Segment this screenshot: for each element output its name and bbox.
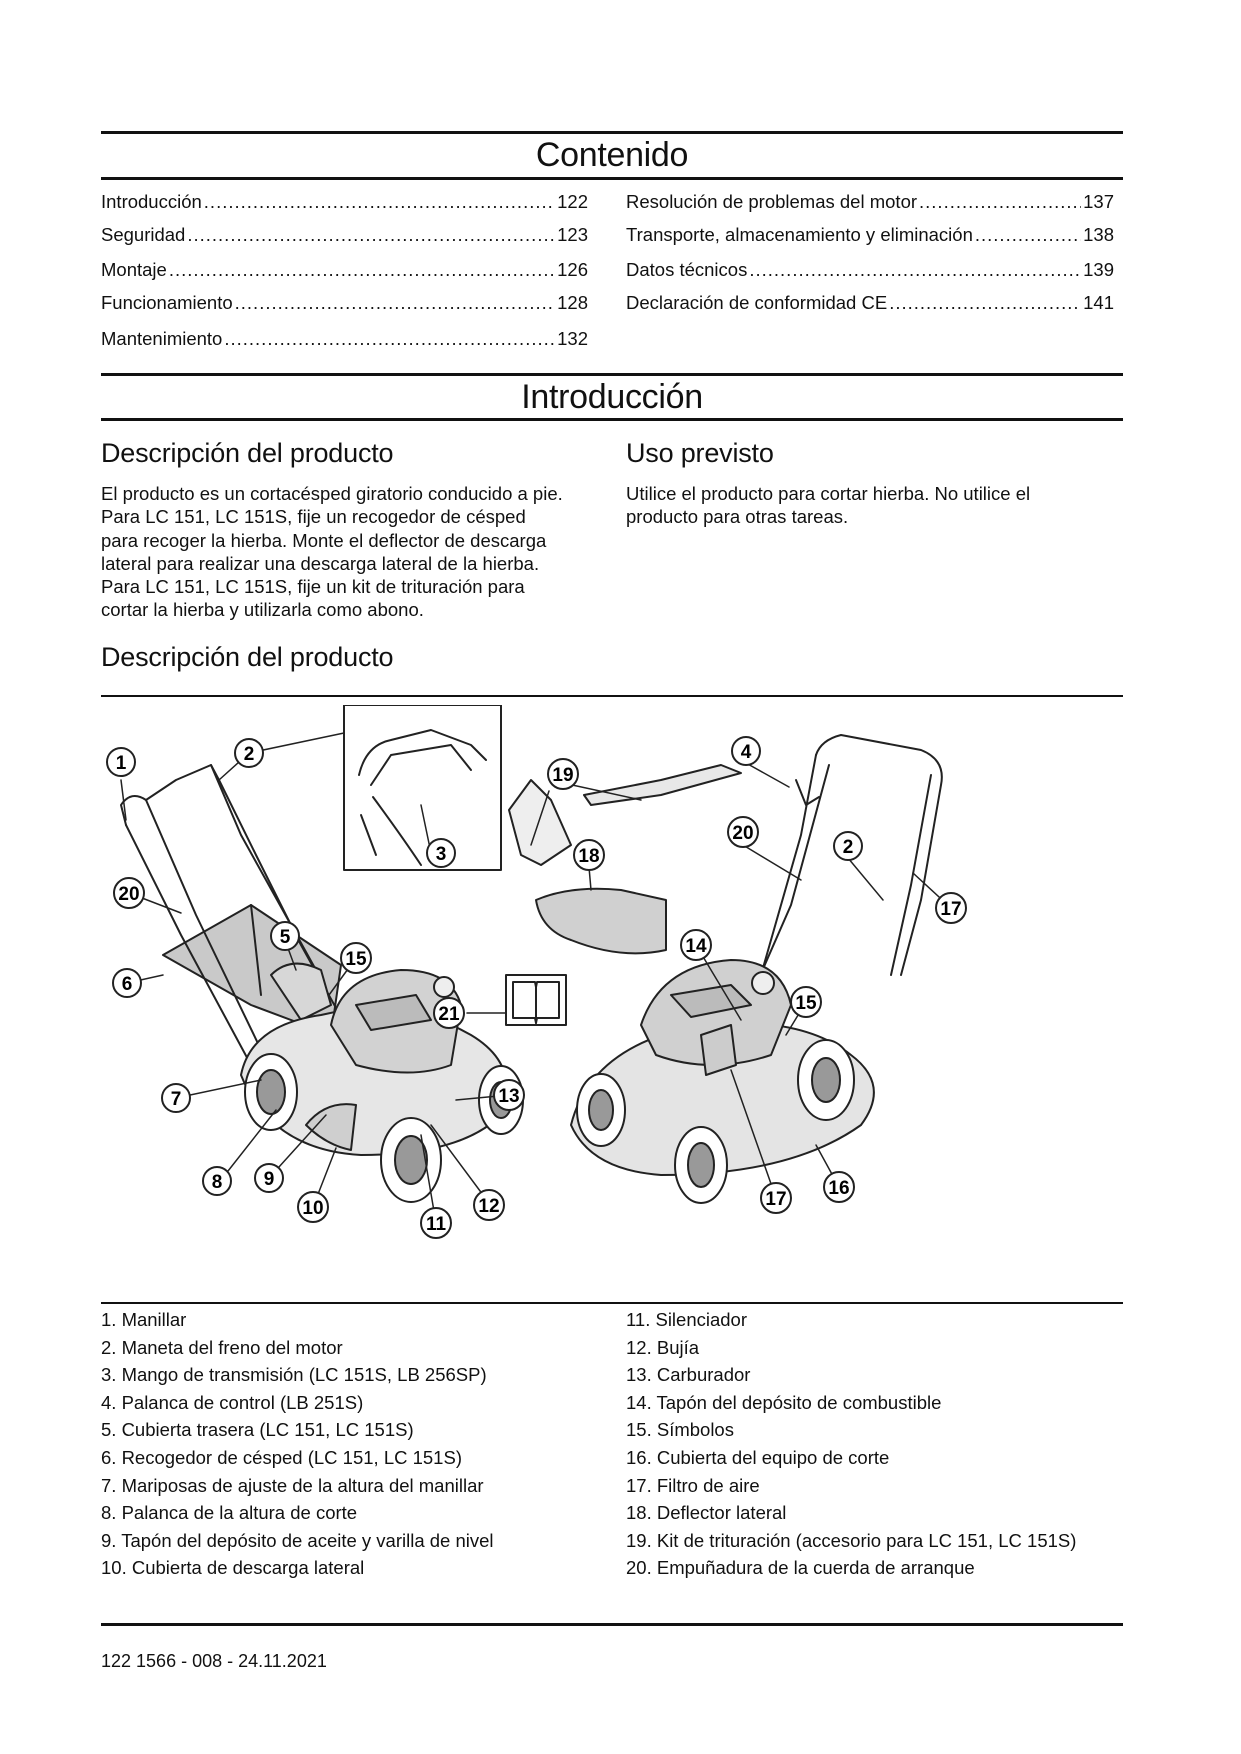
legend-item: 12. Bujía (626, 1336, 700, 1358)
legend-item: 17. Filtro de aire (626, 1474, 760, 1496)
toc-entry-mantenimiento[interactable] (101, 328, 588, 350)
callout-label: 17 (940, 899, 962, 920)
callout-19 (548, 759, 578, 789)
callout-3 (427, 839, 455, 867)
left-mower-illustration (121, 705, 523, 1202)
text-line: Utilice el producto para cortar hierba. No utilice el (626, 483, 1031, 504)
callout-label: 13 (498, 1086, 520, 1107)
toc-entry-montaje[interactable] (101, 259, 588, 281)
contents-bottom-rule (101, 177, 1123, 180)
callout-14 (681, 930, 711, 960)
callout-18 (574, 840, 604, 870)
toc-entry-datos-tecnicos[interactable] (626, 259, 1114, 281)
text-line: cortar la hierba y utilizarla como abono. (101, 599, 424, 621)
callout-20-left (114, 878, 144, 908)
toc-label: Funcionamiento (101, 292, 233, 313)
callout-6 (113, 969, 141, 997)
callout-15-left (341, 943, 371, 973)
callout-label: 17 (765, 1189, 787, 1210)
callout-9 (255, 1164, 283, 1192)
callout-label: 3 (435, 844, 447, 865)
legend-item: 4. Palanca de control (LB 251S) (101, 1391, 364, 1413)
legend-item: 20. Empuñadura de la cuerda de arranque (626, 1557, 975, 1579)
callout-20-right (728, 817, 758, 847)
callout-label: 1 (115, 753, 127, 774)
intended-use-heading: Uso previsto (626, 438, 774, 468)
legend-item: 2. Maneta del freno del motor (101, 1336, 343, 1358)
toc-label: Introducción (101, 191, 202, 212)
callout-label: 6 (121, 974, 133, 995)
callout-label: 15 (345, 949, 367, 970)
callout-17-right (936, 893, 966, 923)
callout-label: 19 (552, 765, 574, 786)
toc-page: 123 (557, 224, 588, 245)
intended-use-text (626, 482, 1126, 529)
callout-label: 14 (685, 936, 707, 957)
legend-item: 7. Mariposas de ajuste de la altura del manillar (101, 1474, 484, 1496)
callout-2-left (235, 739, 263, 767)
toc-label: Datos técnicos (626, 259, 748, 280)
legend-item: 6. Recogedor de césped (LC 151, LC 151S) (101, 1446, 462, 1468)
callout-2-right (834, 832, 862, 860)
callout-label: 7 (170, 1089, 182, 1110)
callout-7 (162, 1084, 190, 1112)
footer-rule (101, 1623, 1123, 1626)
legend-item: 13. Carburador (626, 1364, 751, 1386)
callout-label: 9 (263, 1169, 275, 1190)
right-mower-illustration (571, 735, 942, 1203)
legend-item: 11. Silenciador (626, 1309, 748, 1330)
toc-entry-funcionamiento[interactable] (101, 292, 588, 314)
text-line: producto para otras tareas. (626, 506, 849, 528)
toc-page: 122 (557, 191, 588, 212)
toc-page: 137 (1083, 191, 1114, 212)
callout-5 (271, 922, 299, 950)
callout-label: 2 (842, 837, 854, 858)
toc-page: 128 (557, 292, 588, 313)
legend-item: 15. Símbolos (626, 1419, 734, 1441)
legend-right (626, 1306, 1076, 1582)
legend-item: 14. Tapón del depósito de combustible (626, 1391, 942, 1413)
legend-top-rule (101, 1302, 1123, 1304)
toc-label: Declaración de conformidad CE (626, 292, 888, 313)
contents-title: Contenido (535, 136, 689, 174)
text-line: Para LC 151, LC 151S, fije un kit de trituración para (101, 576, 525, 598)
page-footer: 122 1566 - 008 - 24.11.2021 (101, 1651, 327, 1671)
toc-page: 138 (1083, 224, 1114, 245)
legend-item: 3. Mango de transmisión (LC 151S, LB 256SP) (101, 1364, 487, 1386)
contents-top-rule (101, 131, 1123, 134)
toc-entry-declaracion[interactable] (626, 292, 1114, 314)
callout-11 (421, 1208, 451, 1238)
callout-8 (203, 1167, 231, 1195)
legend-item: 18. Deflector lateral (626, 1502, 787, 1524)
callout-13 (494, 1080, 524, 1110)
callout-label: 8 (211, 1172, 223, 1193)
text-line: Para LC 151, LC 151S, fije un recogedor de césped (101, 506, 526, 528)
toc-entry-introduccion[interactable] (101, 191, 588, 213)
toc-label: Resolución de problemas del motor (626, 191, 918, 212)
figure-heading: Descripción del producto (101, 642, 394, 672)
toc-label: Mantenimiento (101, 328, 223, 349)
toc-label: Montaje (101, 259, 167, 280)
legend-item: 1. Manillar (101, 1309, 187, 1330)
legend-item: 16. Cubierta del equipo de corte (626, 1446, 890, 1468)
intro-bottom-rule (101, 418, 1123, 421)
callout-label: 15 (795, 993, 817, 1014)
callout-label: 2 (243, 744, 255, 765)
callout-10 (298, 1192, 328, 1222)
product-description-heading: Descripción del producto (101, 438, 394, 468)
toc-page: 126 (557, 259, 588, 280)
lawnmower-diagram (101, 705, 1123, 1285)
callout-16 (824, 1172, 854, 1202)
intro-title: Introducción (521, 378, 703, 416)
callout-label: 12 (478, 1196, 500, 1217)
callout-label: 18 (578, 846, 600, 867)
toc-page: 141 (1083, 292, 1114, 313)
text-line: para recoger la hierba. Monte el deflector de descarga (101, 529, 547, 551)
legend-item: 5. Cubierta trasera (LC 151, LC 151S) (101, 1419, 414, 1441)
callout-4 (732, 737, 760, 765)
toc-entry-resolucion[interactable] (626, 191, 1114, 213)
legend-item: 9. Tapón del depósito de aceite y varilla de nivel (101, 1529, 494, 1551)
callout-1 (107, 748, 135, 776)
callout-label: 20 (118, 884, 140, 905)
callout-label: 10 (302, 1198, 324, 1219)
toc-entry-seguridad[interactable] (101, 224, 588, 246)
toc-label: Seguridad (101, 224, 186, 245)
legend-item: 10. Cubierta de descarga lateral (101, 1557, 365, 1579)
product-description-text (101, 482, 601, 622)
toc-page: 132 (557, 328, 588, 349)
toc-entry-transporte[interactable] (626, 224, 1114, 246)
toc-label: Transporte, almacenamiento y eliminación (626, 224, 973, 245)
callout-label: 16 (828, 1178, 850, 1199)
figure-top-rule (101, 695, 1123, 697)
legend-item: 8. Palanca de la altura de corte (101, 1502, 358, 1524)
callout-label: 5 (279, 927, 291, 948)
callout-12 (474, 1190, 504, 1220)
legend-left (101, 1306, 494, 1582)
callout-label: 4 (740, 742, 752, 763)
callout-21 (434, 998, 464, 1028)
callout-label: 11 (425, 1214, 447, 1235)
callout-label: 20 (732, 823, 754, 844)
callout-17-left (761, 1183, 791, 1213)
legend-item: 19. Kit de trituración (accesorio para LC 151, LC 151S) (626, 1529, 1077, 1551)
toc-page: 139 (1083, 259, 1114, 280)
callout-label: 21 (438, 1004, 460, 1025)
intro-top-rule (101, 373, 1123, 376)
text-line: lateral para realizar una descarga lateral de la hierba. (101, 552, 540, 574)
callout-15-right (791, 987, 821, 1017)
text-line: El producto es un cortacésped giratorio conducido a pie. (101, 483, 563, 504)
